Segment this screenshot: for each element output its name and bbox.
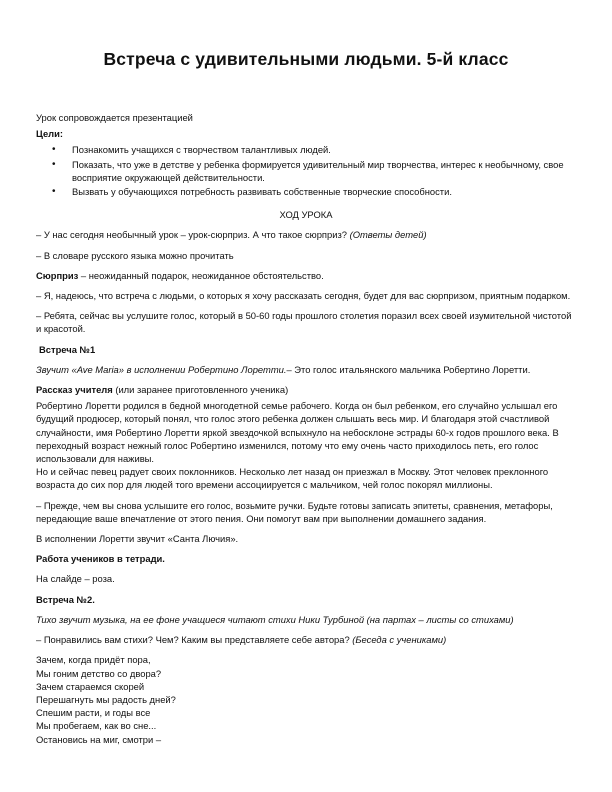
paragraph-text: – У нас сегодня необычный урок – урок-сюрприз. А что такое сюрприз? (36, 229, 350, 241)
question-text: – Понравились вам стихи? Чем? Каким вы представляете себе автора? (36, 634, 353, 646)
goal-item: • Познакомить учащихся с творчеством талантливых людей. (72, 143, 576, 156)
music-1-text: – Это голос итальянского мальчика Робертино Лоретти. (286, 363, 531, 375)
meeting-1-heading: Встреча №1 (39, 343, 96, 355)
story-part-1: Робертино Лоретти родился в бедной многодетной семье рабочего. Когда он был ребенком, его случайно услышал его будущий продюсер, который понял, что голос этого ребенка должен слышать весь мир. И благодаря этой счастливой случайности, имя Робертино Лоретти яркой звездочкой вспыхнуло на небосклоне эстрады 60-х годов прошлого века. В переходный возраст нежный голос Робертино изменился, потому что ему очень часто приходилось петь, его голос использовали для наживы. (36, 400, 559, 465)
paragraph-santa-lucia: В исполнении Лоретти звучит «Санта Лючия». (36, 533, 239, 545)
document-title: Встреча с удивительными людьми. 5-й класс (103, 49, 509, 69)
poem (36, 653, 576, 745)
paragraph-definition (36, 269, 576, 282)
definition-text: – неожиданный подарок, неожиданное обстоятельство. (78, 269, 324, 281)
paragraph-voice: – Ребята, сейчас вы услушите голос, который в 50-60 годы прошлого столетия поразил всех своей изумительной чистотой и красотой. (36, 310, 572, 335)
poem-line: Мы гоним детство со двора? (36, 667, 162, 679)
goal-item: • Вызвать у обучающихся потребность развивать собственные творческие способности. (72, 185, 576, 198)
meeting-2-heading: Встреча №2. (36, 593, 95, 605)
work-heading: Работа учеников в тетради. (36, 553, 165, 565)
paragraph-hope: – Я, надеюсь, что встреча с людьми, о которых я хочу рассказать сегодня, будет для вас сюрпризом, приятным подарком. (36, 290, 571, 302)
intro-line: Урок сопровождается презентацией (36, 112, 193, 123)
paragraph-slide: На слайде – роза. (36, 573, 115, 585)
paragraph-question (36, 633, 576, 646)
goal-item: • Показать, что уже в детстве у ребенка формируется удивительный мир творчества, интерес к необычному, свое восприятие окружающей действительности. (72, 158, 576, 184)
document-body (36, 111, 576, 746)
paragraph-story-heading (36, 383, 576, 396)
poem-line: Остановись на миг, смотри – (36, 733, 162, 745)
goals-list (36, 143, 576, 198)
poem-line: Мы пробегаем, как во сне... (36, 720, 157, 732)
term-bold: Сюрприз (36, 269, 79, 281)
paragraph-music-1 (36, 363, 576, 376)
paragraph-hands: – Прежде, чем вы снова услышите его голос, возьмите ручки. Будьте готовы записать эпитеты, сравнения, метафоры, передающие ваше впечатление от этого пения. Они помогут вам при выполнении домашнего задания. (36, 499, 553, 524)
paragraph-music-2: Тихо звучит музыка, на ее фоне учащиеся читают стихи Ники Турбиной (на партах – листы со стихами) (36, 613, 514, 625)
paragraph-italic: (Ответы детей) (349, 229, 427, 241)
lesson-heading: ХОД УРОКА (279, 209, 333, 221)
poem-line: Перешагнуть мы радость дней? (36, 693, 176, 705)
story-heading-note: (или заранее приготовленного ученика) (112, 384, 289, 396)
poem-line: Спешим расти, и годы все (36, 707, 151, 719)
goals-label: Цели: (36, 128, 64, 140)
poem-line: Зачем стараемся скорей (36, 680, 145, 692)
story-part-2: Но и сейчас певец радует своих поклонников. Несколько лет назад он приезжал в Москву. Этот человек преклонного возраста до сих пор для людей того времени ассоциируется с мальчиком, чей голос покорял миллионы. (36, 466, 549, 491)
music-1-italic: Звучит «Ave Maria» в исполнении Робертино Лоретти. (36, 363, 287, 375)
poem-line: Зачем, когда придёт пора, (36, 654, 151, 666)
paragraph-dictionary: – В словаре русского языка можно прочитать (36, 249, 234, 261)
question-italic: (Беседа с учениками) (352, 634, 447, 646)
paragraph-story (36, 399, 576, 491)
paragraph-surprise-question (36, 228, 576, 241)
story-heading-bold: Рассказ учителя (36, 384, 113, 396)
